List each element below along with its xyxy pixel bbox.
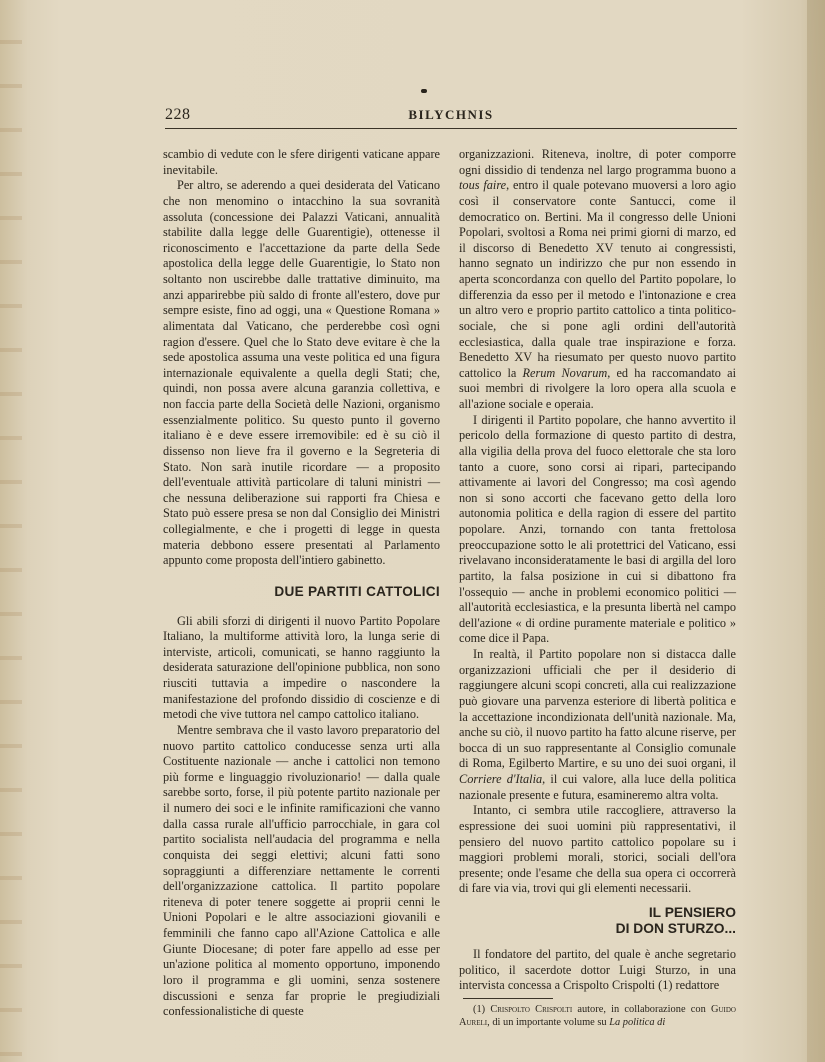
subsection-heading-line: DI DON STURZO... [615,921,736,936]
subsection-heading [459,905,736,937]
footnote: (1) Crispolto Crispolti autore, in collaborazione con Guido Aureli, di un importante volume su La politica di [459,1003,736,1028]
right-column [459,147,736,1029]
running-header [165,104,737,129]
footnote-rule [463,998,553,999]
emphasis-text: tous faire [459,178,507,193]
emphasis-text: Rerum Novarum [522,365,608,380]
paragraph: In realtà, il Partito popolare non si distacca dalle organizzazioni ufficiali che per il desiderio di raggiungere alcuni scopi concreti, alla cui realizzazione può giovare una parvenza esteriore di libertà politica e la accettazione incondizionata dell'unità nazionale. Ma, anche su ciò, il nuovo partito ha fatto alcune riserve, per bocca di un suo rappresentante al Consiglio comunale di Roma, Egilberto Martire, e su uno dei suoi organi, il Corriere d'Italia, il cui valore, alla luce della politica nazionale presente e futura, esamineremo altra volta. [459,647,736,802]
paragraph: Per altro, se aderendo a quei desiderata del Vaticano che non menomino o intacchino la sua sovranità assoluta (concessione dei Palazzi Vaticani, annualità stabilite dalla legge delle Guarentigie), ottenesse il riconoscimento e l'accettazione da parte della Sede apostolica della legge delle Guarentigie, lo Stato non soltanto non uscirebbe dalle trattative diminuito, ma anzi apparirebbe più saldo di fronte all'estero, dove pur sempre esiste, fino ad oggi, una « Questione Romana » alimentata dal Vaticano, che perderebbe così ogni ragion d'essere. Quel che lo Stato deve evitare è che la sede apostolica assuma una veste politica ed una figura internazionale equivalente a quella degli Stati; che, quindi, non possa avere alcuna garanzia collettiva, e non faccia parte della Società delle Nazioni, organismo essenzialmente politico. Su questo punto il governo italiano è e deve essere irremovibile: ed è su ciò il dissenso non lieve fra il governo e la Segreteria di Stato. Non sarà inutile ricordare — a proposito dell'eventuale attività particolare di taluni ministri — che nessuna deliberazione sui rapporti fra Chiesa e Stato può essere presa se non dal Consiglio dei Ministri collegialmente, e che i progetti di legge in questa materia debbono essere presentati al Parlamento appunto come proposta dell'intiero gabinetto. [163,178,440,568]
paragraph: Gli abili sforzi di dirigenti il nuovo Partito Popolare Italiano, la multiforme attività loro, la lunga serie di interviste, articoli, comunicati, se hanno raggiunto la desiderata saturazione dell'opinione pubblica, non sono riusciti tuttavia a impedire o nascondere la manifestazione del profondo dissidio di coscienze e di metodi che vive tuttora nel campo cattolico italiano. [163,613,440,722]
left-column [163,147,440,1020]
page-edge-stain-left [0,0,22,1062]
journal-title: BILYCHNIS [408,107,494,122]
page-number: 228 [165,106,191,123]
section-heading: DUE PARTITI CATTOLICI [274,583,440,599]
emphasis-text: Corriere d'Italia [459,772,543,786]
paragraph: I dirigenti il Partito popolare, che hanno avvertito il pericolo della formazione di questo partito di destra, alla vigilia della prova del fuoco elettorale che sta loro tanto a cuore, sono corsi ai ripari, partecipando attivamente ai lavori del Congresso; ma così agendo non si sono accorti che facevano getto della loro autonomia politica e della ragion di essere del partito popolare. Anzi, tornando con tanta frettolosa preoccupazione sotto le ali protettrici del Vaticano, essi rivelavano inconsideratamente le basi di argilla del loro partito, la falsa posizione in cui si dibattono fra l'ossequio — anche in problemi economico politici — all'autorità ecclesiastica, e la presunta libertà nel campo dell'azione « di ordine puramente materiale e politico » come dice il Papa. [459,412,736,646]
page-edge-stain-right [807,0,825,1062]
paragraph: Mentre sembrava che il vasto lavoro preparatorio del nuovo partito cattolico conducesse senza urti alla Costituente nazionale — anche i cattolici non temono più forme e linguaggio rivoluzionario! — dalla quale sarebbe sorto, forse, il più potente partito nazionale per il numero dei soci e le infinite ramificazioni che vanno dalla cassa rurale all'ufficio parrocchiale, in gara col partito socialista nell'audacia del programma e nella conquista dei seggi elettivi; alcuni fatti sono sopraggiunti a differenziare nettamente le correnti dell'organizzazione cattolica. Il partito popolare riteneva di poter tenere soggette ai proprii cenni le Unioni Popolari e le altre associazioni giovanili e femminili che fanno capo all'Azione Cattolica e alle Giunte Diocesane; di poter fare appello ad esse per un'azione politica al momento opportuno, imponendo loro il programma e gli uomini, senza sostenere discussioni e senza far proprie le pregiudiziali confessionalistiche di queste [163,722,440,1019]
paragraph: Intanto, ci sembra utile raccogliere, attraverso la espressione dei suoi uomini più rappresentativi, il pensiero del nuovo partito cattolico popolare su i maggiori problemi morali, storici, sociali dell'ora presente; onde l'esame che della sua opera ci occorrerà di fare via via, trovi qui gli elementi necessarii. [459,803,736,896]
printer-mark [421,89,427,93]
paragraph: Il fondatore del partito, del quale è anche segretario politico, il sacerdote dottor Luigi Sturzo, in una intervista concessa a Crispolto Crispolti (1) redattore [459,947,736,993]
subsection-heading-line: IL PENSIERO [648,905,736,920]
paragraph: scambio di vedute con le sfere dirigenti vaticane appare inevitabile. [163,147,440,177]
paragraph: organizzazioni. Riteneva, inoltre, di poter comporre ogni dissidio di tendenza nel largo programma buono a tous faire, entro il quale potevano muoversi a loro agio così il conservatore conte Santucci, come il democratico on. Bertini. Ma il congresso delle Unioni Popolari, svoltosi a Roma nei primi giorni di marzo, ed il discorso di Benedetto XV tenuto ai congressisti, hanno segnato un indirizzo che pur non essendo in aperta sconcordanza con quello del Partito popolare, lo differenzia da esso per il metodo e l'intonazione e crea un altro vero e proprio partito cattolico a tinta politico-sociale, che si pone agli ordini dell'autorità ecclesiastica, dalla quale trae inspirazione e forza. Benedetto XV ha riesumato per questo nuovo partito cattolico la Rerum Novarum, ed ha raccomandato ai suoi membri di rivolgere la loro opera alla scuola e all'azione sociale e operaia. [459,147,736,411]
